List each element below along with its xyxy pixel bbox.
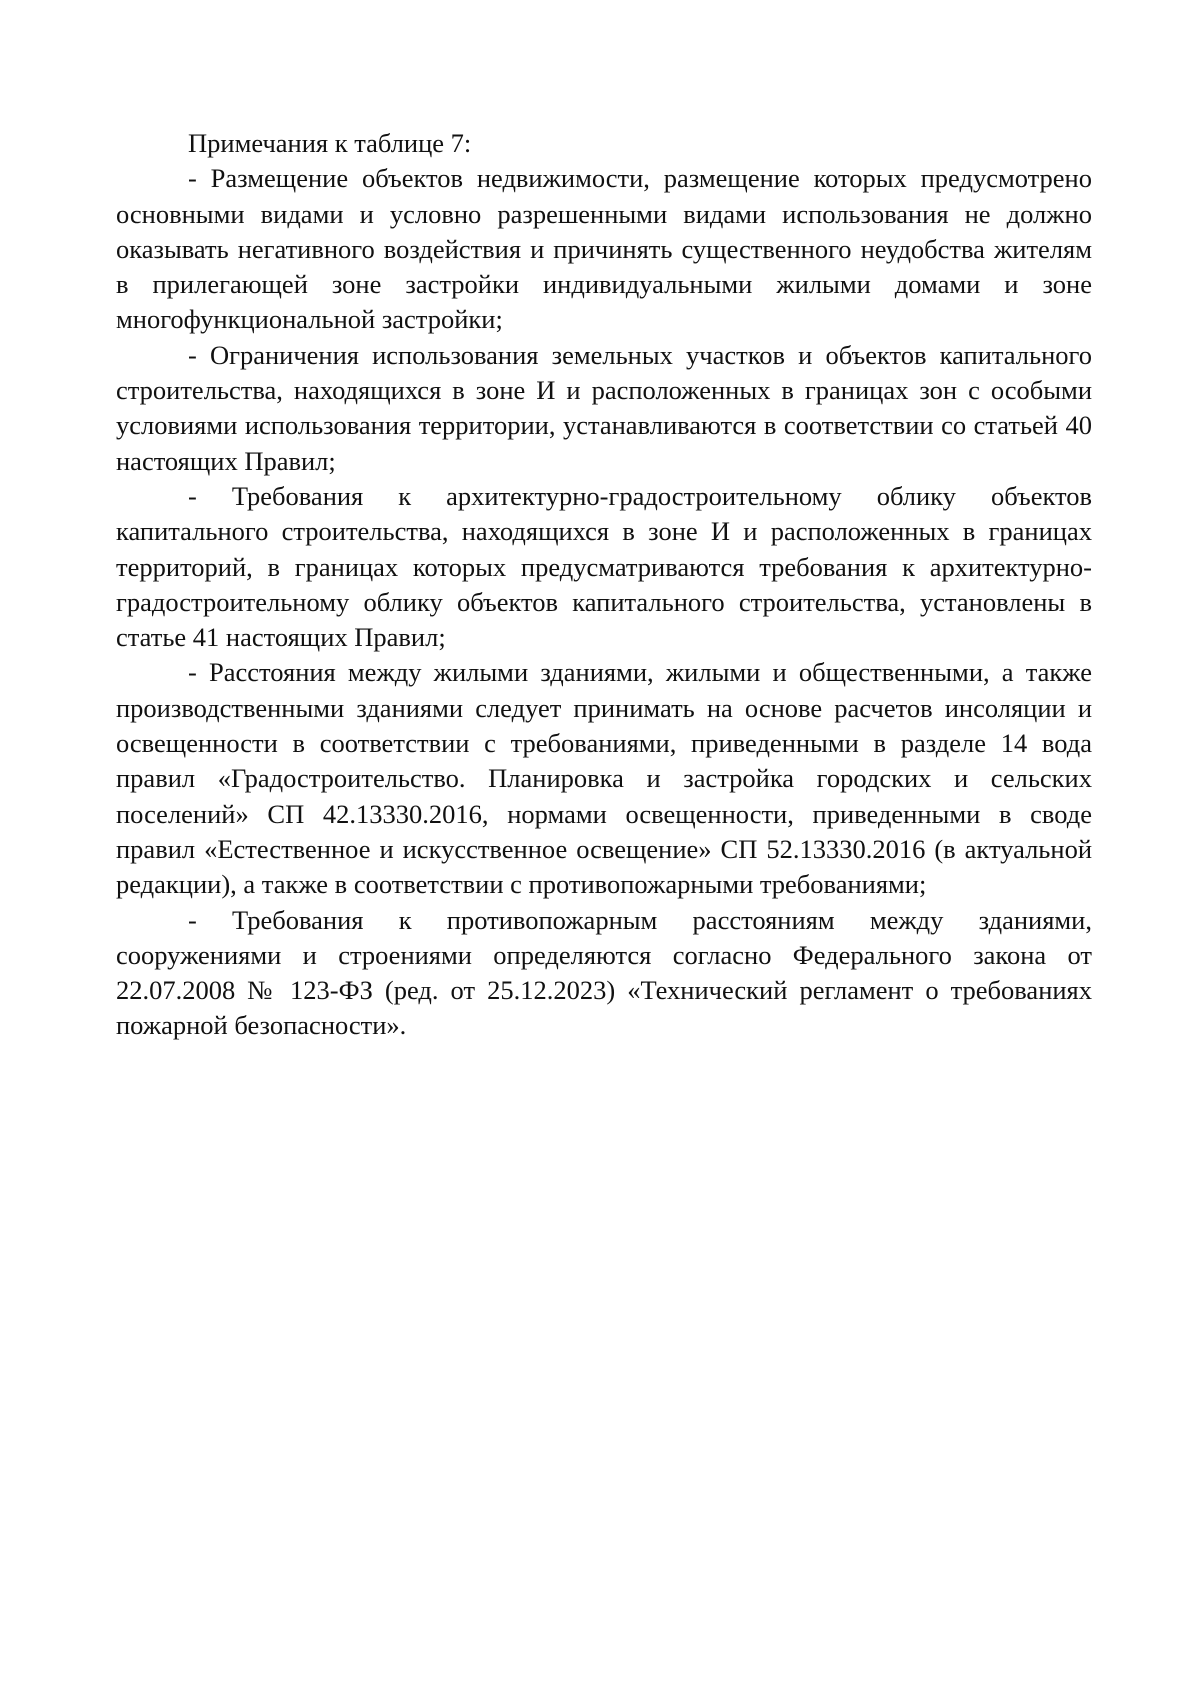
notes-heading: Примечания к таблице 7: bbox=[188, 128, 472, 158]
document-body bbox=[116, 126, 1092, 1044]
note-paragraph-1: - Размещение объектов недвижимости, размещение которых предусмотрено основными видами и условно разрешенными видами использования не должно оказывать негативного воздействия и причинять существенного неудобства жителям в прилегающей зоне застройки индивидуальными жилыми домами и зоне многофункциональной застройки; bbox=[116, 163, 1092, 335]
note-paragraph-2: - Ограничения использования земельных участков и объектов капитального строительства, находящихся в зоне И и расположенных в границах зон с особыми условиями использования территории, устанавливаются в соответствии со статьей 40 настоящих Правил; bbox=[116, 339, 1092, 476]
note-paragraph-5: - Требования к противопожарным расстояниям между зданиями, сооружениями и строениями определяются согласно Федерального закона от 22.07.2008 № 123-ФЗ (ред. от 25.12.2023) «Технический регламент о требованиях пожарной безопасности». bbox=[116, 904, 1092, 1041]
note-paragraph-3: - Требования к архитектурно-градостроительному облику объектов капитального строительства, находящихся в зоне И и расположенных в границах территорий, в границах которых предусматриваются требования к архитектурно-градостроительному облику объектов капитального строительства, установлены в статье 41 настоящих Правил; bbox=[116, 480, 1092, 653]
note-paragraph-4: - Расстояния между жилыми зданиями, жилыми и общественными, а также производственными зданиями следует принимать на основе расчетов инсоляции и освещенности в соответствии с требованиями, приведенными в разделе 14 вода правил «Градостроительство. Планировка и застройка городских и сельских поселений» СП 42.13330.2016, нормами освещенности, приведенными в своде правил «Естественное и искусственное освещение» СП 52.13330.2016 (в актуальной редакции), а также в соответствии с противопожарными требованиями; bbox=[116, 657, 1092, 900]
